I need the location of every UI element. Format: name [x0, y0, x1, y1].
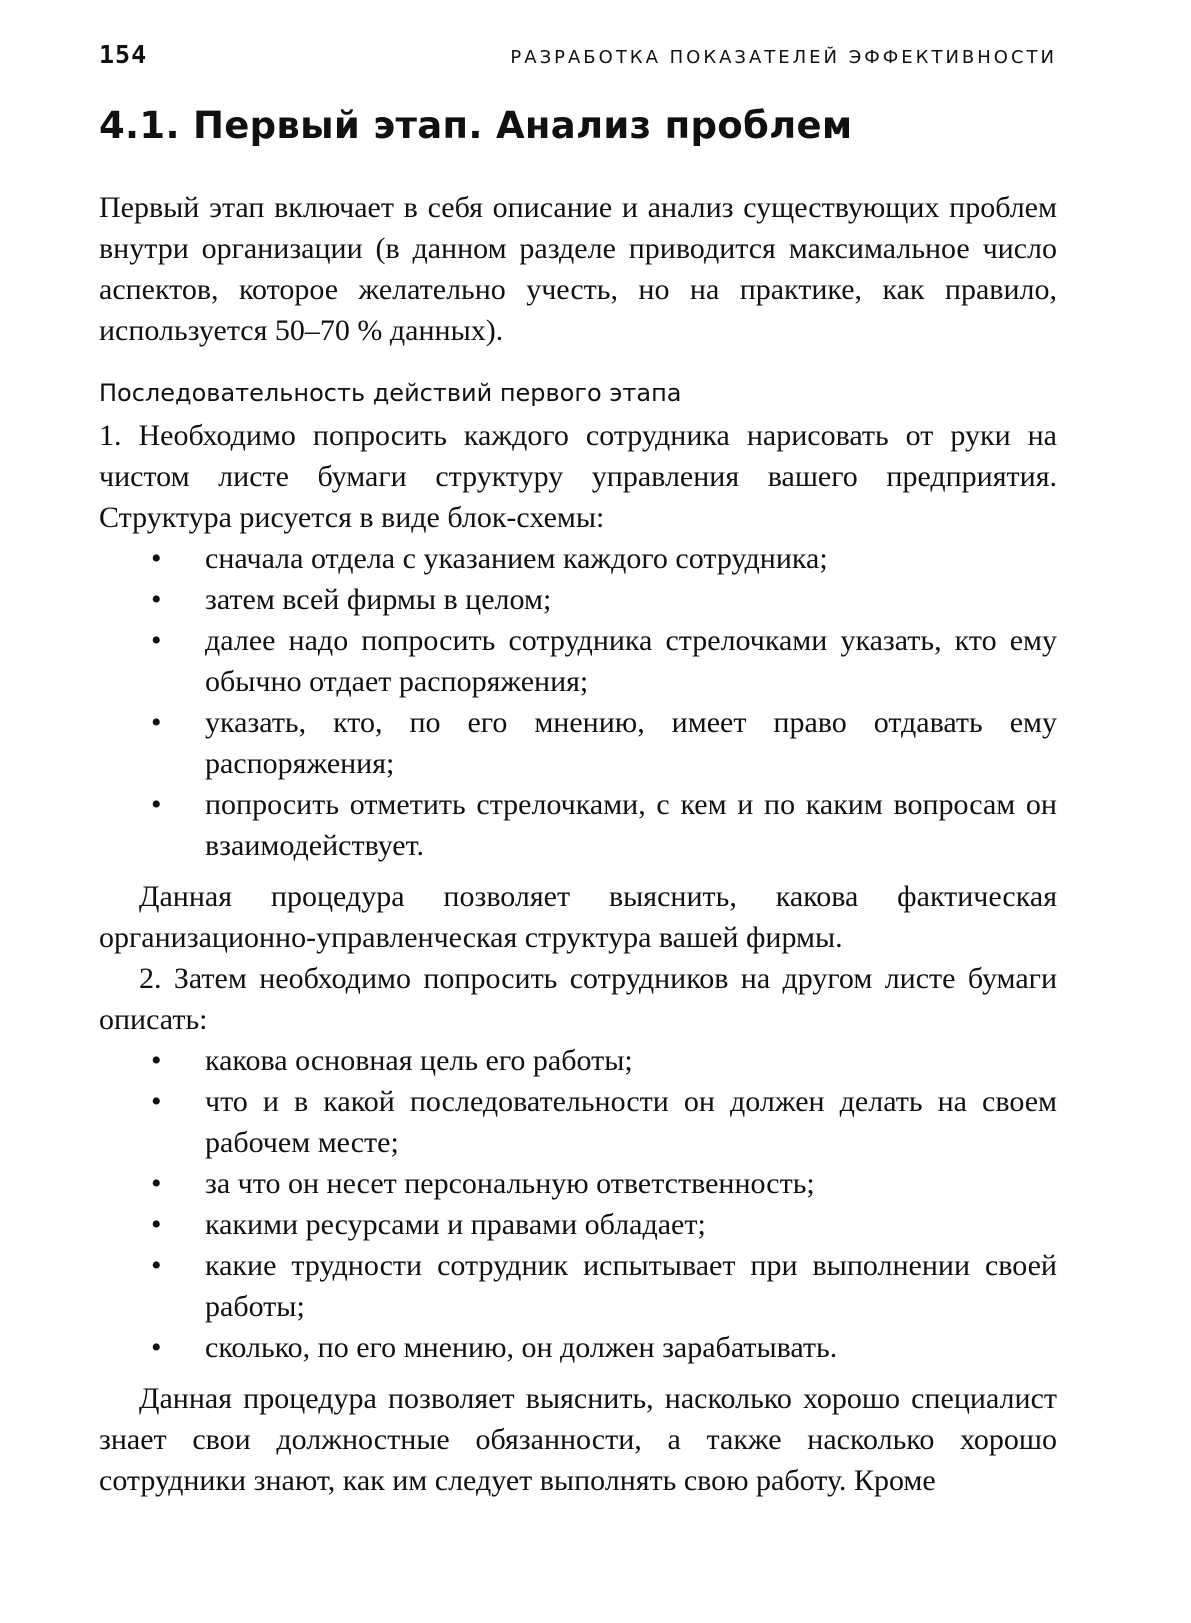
bullet-icon: • [151, 1044, 162, 1077]
list-item-text: далее надо попросить сотрудника стрелочками указать, кто ему обычно отдает распоряжения; [205, 624, 1057, 698]
list-item [99, 1040, 1057, 1081]
running-header [99, 40, 1057, 86]
bullet-icon: • [151, 1167, 162, 1200]
list-item-text: какова основная цель его работы; [205, 1044, 633, 1077]
bullet-icon: • [151, 706, 162, 739]
list-item-text: указать, кто, по его мнению, имеет право отдавать ему распоряжения; [205, 706, 1057, 780]
list-item [99, 1245, 1057, 1327]
bullet-icon: • [151, 542, 162, 575]
intro-paragraph: Первый этап включает в себя описание и анализ существующих проблем внутри организации (в данном разделе приводится максимальное число аспектов, которое желательно учесть, но на практике, как правило, используется 50–70 % данных). [99, 191, 1057, 347]
list-item-text: какими ресурсами и правами обладает; [205, 1208, 706, 1241]
bullet-icon: • [151, 788, 162, 821]
running-title: РАЗРАБОТКА ПОКАЗАТЕЛЕЙ ЭФФЕКТИВНОСТИ [510, 47, 1057, 68]
section-title: 4.1. Первый этап. Анализ проблем [99, 104, 853, 147]
list-item-text: затем всей фирмы в целом; [205, 583, 552, 616]
list-item-text: сколько, по его мнению, он должен зарабатывать. [205, 1331, 838, 1364]
bullet-icon: • [151, 1085, 162, 1118]
list-item-text: что и в какой последовательности он должен делать на своем рабочем месте; [205, 1085, 1057, 1159]
page-number: 154 [99, 40, 148, 69]
list-item [99, 784, 1057, 866]
list-item-text: какие трудности сотрудник испытывает при выполнении своей работы; [205, 1249, 1057, 1323]
list-item [99, 702, 1057, 784]
list-item [99, 620, 1057, 702]
step2-paragraph: 2. Затем необходимо попросить сотрудников на другом листе бумаги описать: [99, 962, 1057, 1036]
book-page [99, 40, 1057, 1501]
step1-paragraph: 1. Необходимо попросить каждого сотрудника нарисовать от руки на чистом листе бумаги структуру управления вашего предприятия. Структура рисуется в виде блок-схемы: [99, 419, 1057, 534]
list-item [99, 1081, 1057, 1163]
list-item [99, 1163, 1057, 1204]
step2-result-paragraph: Данная процедура позволяет выяснить, насколько хорошо специалист знает свои должностные обязанности, а также насколько хорошо сотрудники знают, как им следует выполнять свою работу. Кроме [99, 1382, 1057, 1497]
list-item-text: сначала отдела с указанием каждого сотрудника; [205, 542, 828, 575]
list-item [99, 538, 1057, 579]
list-item [99, 1204, 1057, 1245]
bullet-icon: • [151, 624, 162, 657]
list-item [99, 579, 1057, 620]
bullet-icon: • [151, 1331, 162, 1364]
step2-bullet-list [99, 1040, 1057, 1368]
list-item [99, 1327, 1057, 1368]
bullet-icon: • [151, 1208, 162, 1241]
step1-result-paragraph: Данная процедура позволяет выяснить, какова фактическая организационно-управленческая структура вашей фирмы. [99, 880, 1057, 954]
step1-bullet-list [99, 538, 1057, 866]
subheading: Последовательность действий первого этапа [99, 379, 682, 407]
list-item-text: попросить отметить стрелочками, с кем и по каким вопросам он взаимодействует. [205, 788, 1057, 862]
bullet-icon: • [151, 1249, 162, 1282]
list-item-text: за что он несет персональную ответственность; [205, 1167, 815, 1200]
bullet-icon: • [151, 583, 162, 616]
